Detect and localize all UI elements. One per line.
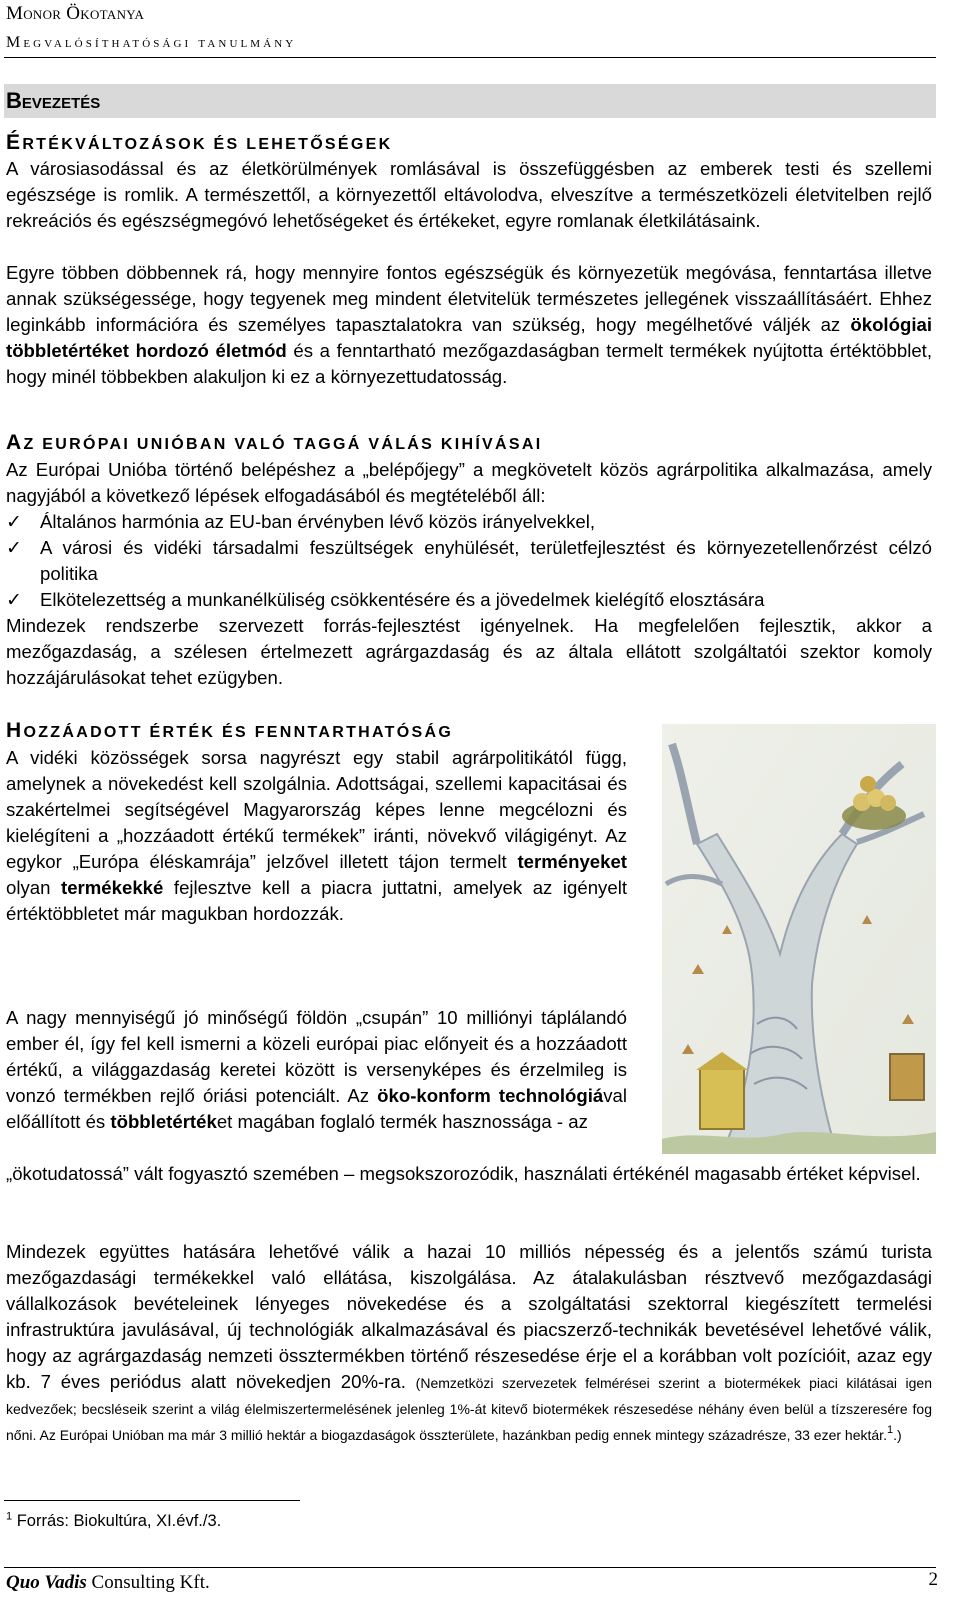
footnote-mark: 1: [6, 1510, 13, 1523]
checklist-item-text: Általános harmónia az EU-ban érvényben lévő közös irányelvekkel,: [40, 511, 596, 532]
footer-company: [6, 1572, 210, 1594]
tree-drawing-illustration: [662, 724, 936, 1154]
footer-company-name: Quo Vadis: [6, 1572, 87, 1593]
section-title-eu: AZ EURÓPAI UNIÓBAN VALÓ TAGGÁ VÁLÁS KIHÍVÁSAI: [6, 431, 543, 454]
bold-phrase: többletérték: [110, 1111, 217, 1132]
bold-phrase: ökológiai többletértéket hordozó életmód: [6, 314, 932, 361]
paragraph-text: Az Európai Unióba történő belépéshez a „belépőjegy” a megkövetelt közös agrárpolitika alkalmazása, amely nagyjából a következő lépések elfogadásából és megtételéből áll:: [6, 459, 932, 506]
paragraph-text: A vidéki közösségek sorsa nagyrészt egy stabil agrárpolitikától függ, amelynek a növekedést kell szolgálnia. Adottságai, szellemi kapacitásai és szakértelmei segítségével Magyarország képes lenne megcélozni és kielégíteni a „hozzáadott értékű termékek” iránti, növekvő világigényt. Az egykor „Európa éléskamrája” jelzővel illetett tájon termelt: [6, 747, 627, 872]
paragraph-text: Mindezek együttes hatására lehetővé válik a hazai 10 milliós népesség és a jelentős számú turista mezőgazdasági termékekkel való ellátása, kiszolgálása. Az átalakulásban résztvevő mezőgazdasági vállalkozások bevételeinek lényeges növekedése és a szolgáltatási szektorral kiegészített termelési infrastruktúra javulásával, új technológiák alkalmazásával és piacszerző-technikák bevetésével lehetővé válik, hogy az agrárgazdaság nemzeti össztermékben történő részesedése érje el a korábban volt pozícióit, azaz egy kb. 7 éves periódus alatt növekedjen 20%-ra.: [6, 1241, 932, 1392]
checklist: [6, 509, 932, 613]
parenthetical-note: (Nemzetközi szervezetek felmérései szerint a biotermékek piaci kilátásai igen kedvezőek; becsléseik szerint a világ élelmiszertermelésének jelenleg 1%-át kitevő biotermékek részesedése néhány éven belül a tízszeresére fog nőni. Az Európai Unióban ma már 3 millió hektár a biogazdaságok összterülete, hazánkban pedig ennek mintegy századrésze, 33 ezer hektár.: [6, 1375, 932, 1443]
parenthetical-note-end: .): [893, 1427, 902, 1443]
checklist-item: [6, 509, 932, 535]
paragraph-text: A városiasodással és az életkörülmények romlásával is összefüggésben az emberek testi és szellemi egészsége is romlik. A természettől, a környezettől eltávolodva, elveszítve a természetközeli életvitelben rejlő rekreációs és egészségmegóvó lehetőségeket és értékeket, egyre romlanak életkilátásaink.: [6, 158, 932, 231]
paragraph-text: val előállított és: [6, 1085, 628, 1132]
page-number: 2: [928, 1569, 938, 1590]
footnote-divider: [4, 1500, 300, 1501]
header-divider: [4, 57, 936, 58]
paragraph-text: et magában foglaló termék hasznossága - az: [216, 1111, 588, 1132]
section-title-ertekvaltozasok: ÉRTÉKVÁLTOZÁSOK ÉS LEHETŐSÉGEK: [6, 131, 393, 154]
check-icon: ✓: [6, 511, 22, 533]
footer-company-suffix: Consulting Kft.: [86, 1572, 210, 1593]
paragraph: [6, 1005, 627, 1135]
paragraph: [6, 1239, 932, 1447]
title-bar: [4, 84, 936, 118]
paragraph-text: Mindezek rendszerbe szervezett forrás-fejlesztést igényelnek. Ha megfelelően fejlesztik, akkor a mezőgazdaság, a szélesen értelmezett agrárgazdaság és az általa ellátott szolgáltatói szektor komoly hozzájárulásokat tehet ezügyben.: [6, 615, 932, 688]
page-title: Bevezetés: [6, 88, 101, 113]
paragraph-text: olyan: [6, 877, 61, 898]
bold-phrase: terményeket: [517, 851, 627, 872]
paragraph-text: „ökotudatossá” vált fogyasztó szemében – megsokszorozódik, használati értékénél magasabb értéket képvisel.: [6, 1163, 921, 1184]
header-company: Monor Ökotanya: [6, 3, 145, 24]
footnote: [6, 1512, 221, 1531]
paragraph: [6, 260, 932, 390]
checklist-item: [6, 587, 932, 613]
paragraph-continued: [6, 1161, 932, 1187]
paragraph-text: és a fenntartható mezőgazdaságban termelt termékek nyújtotta értéktöbblet, hogy minél többekben alakuljon ki ez a környezettudatosság.: [6, 340, 932, 387]
section-title-hozzaadott-ertek: HOZZÁADOTT ÉRTÉK ÉS FENNTARTHATÓSÁG: [6, 719, 454, 742]
footer-divider: [4, 1567, 936, 1568]
checklist-item-text: Elkötelezettség a munkanélküliség csökkentésére és a jövedelmek kielégítő elosztására: [40, 589, 765, 610]
check-icon: ✓: [6, 537, 22, 559]
paragraph-text: Egyre többen döbbennek rá, hogy mennyire fontos egészségük és környezetük megóvása, fenntartása illetve annak szükségessége, hogy tegyenek meg mindent életvitelük természetes jellegének visszaállításáért. Ehhez leginkább információra és személyes tapasztalatokra van szükség, hogy megélhetővé váljék az: [6, 262, 932, 335]
checklist-item: [6, 535, 932, 587]
footnote-reference: 1: [886, 1423, 894, 1436]
footnote-text: Forrás: Biokultúra, XI.évf./3.: [12, 1512, 222, 1530]
header-document-type: Megvalósíthatósági tanulmány: [6, 34, 297, 51]
paragraph: [6, 156, 932, 234]
paragraph-text: fejlesztve kell a piacra juttatni, amelyek az igényelt értéktöbbletet már magukban hordozzák.: [6, 877, 627, 924]
checklist-item-text: A városi és vidéki társadalmi feszültségek enyhülését, területfejlesztést és környezetellenőrzést célzó politika: [40, 537, 932, 584]
paragraph: [6, 745, 627, 927]
bold-phrase: öko-konform technológiá: [377, 1085, 604, 1106]
check-icon: ✓: [6, 589, 22, 611]
paragraph-text: A nagy mennyiségű jó minőségű földön „csupán” 10 milliónyi táplálandó ember él, így fel kell ismerni a közeli európai piac előnyeit és a hozzáadott értékű, a világgazdaság keretei között is versenyképes és érzelmileg is vonzó termékben rejlő óriási potenciált. Az: [6, 1007, 627, 1106]
bold-phrase: termékekké: [61, 877, 164, 898]
paragraph: [6, 613, 932, 691]
paragraph: [6, 457, 932, 509]
